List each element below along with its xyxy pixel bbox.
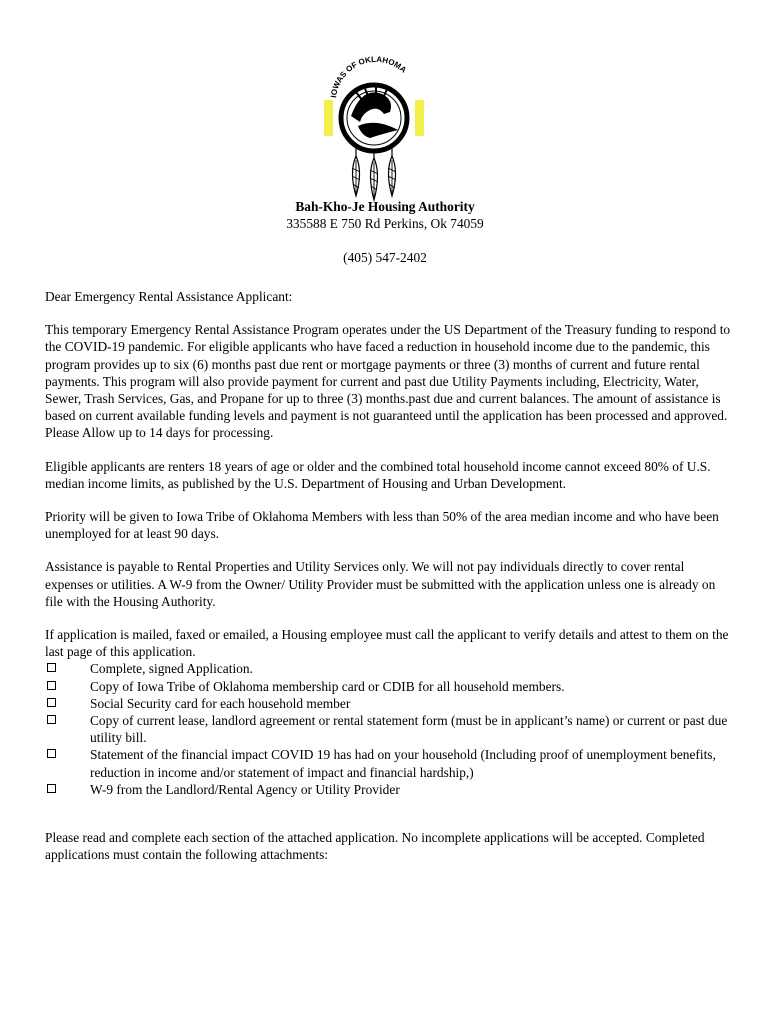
letter-body — [45, 288, 735, 879]
closing-paragraph: Please read and complete each section of the attached application. No incomplete applications will be accepted. Completed applications must contain the following attachments: — [45, 830, 705, 863]
letterhead — [0, 198, 770, 267]
organization-phone: (405) 547-2402 — [343, 250, 427, 266]
checklist-item-text: W-9 from the Landlord/Rental Agency or Utility Provider — [90, 781, 400, 797]
checkbox[interactable] — [47, 749, 56, 758]
salutation: Dear Emergency Rental Assistance Applicant: — [45, 289, 293, 304]
organization-name: Bah-Kho-Je Housing Authority — [295, 199, 475, 214]
required-documents-checklist — [45, 660, 735, 798]
checklist-item — [45, 695, 735, 712]
checkbox[interactable] — [47, 715, 56, 724]
checklist-item — [45, 746, 735, 780]
eligibility-paragraph: Eligible applicants are renters 18 years of age or older and the combined total household income cannot exceed 80% of U.S. median income limits, as published by the U.S. Department of Housing and Urban Development. — [45, 458, 711, 491]
organization-address: 335588 E 750 Rd Perkins, Ok 74059 — [286, 216, 484, 232]
checkbox[interactable] — [47, 681, 56, 690]
yellow-accent-right — [415, 100, 424, 136]
checkbox[interactable] — [47, 784, 56, 793]
checklist-item-text: Copy of current lease, landlord agreement or rental statement form (must be in applicant’s name) or current or past due utility bill. — [90, 713, 728, 746]
tribal-seal-logo — [318, 56, 430, 206]
seal-arc-text: IOWAS OF OKLAHOMA — [329, 56, 409, 99]
checklist-item-text: Complete, signed Application. — [90, 661, 253, 677]
payment-paragraph: Assistance is payable to Rental Properties and Utility Services only. We will not pay individuals directly to cover rental expenses or utilities. A W-9 from the Owner/ Utility Provider must be submitted with the application unless one is already on file with the Housing Authority. — [45, 559, 716, 609]
checklist-item — [45, 781, 735, 798]
feather-center — [370, 158, 378, 200]
checklist-item — [45, 678, 735, 695]
checkbox[interactable] — [47, 698, 56, 707]
priority-paragraph: Priority will be given to Iowa Tribe of Oklahoma Members with less than 50% of the area median income and who have been unemployed for at least 90 days. — [45, 509, 719, 542]
program-description-paragraph: This temporary Emergency Rental Assistance Program operates under the US Department of the Treasury funding to respond to the COVID-19 pandemic. For eligible applicants who have faced a reduction in household income due to the pandemic, this program provides up to six (6) months past due rent or mortgage payments or three (3) months of current and future rental payments. This program will also provide payment for current and past due Utility Payments including, Electricity, Water, Sewer, Trash Services, Gas, and Propane for up to three (3) months.past due and current balances. The amount of assistance is based on current available funding levels and payment is not guaranteed until the application has been processed and approved. Please Allow up to 14 days for processing. — [45, 322, 731, 441]
checklist-item — [45, 712, 735, 746]
checklist-item-text: Statement of the financial impact COVID 19 has had on your household (Including proof of unemployment benefits, reduction in income and/or statement of impact and financial hardship,) — [90, 747, 716, 780]
checklist-item — [45, 660, 735, 677]
checklist-item-text: Copy of Iowa Tribe of Oklahoma membership card or CDIB for all household members. — [90, 678, 565, 694]
yellow-accent-left — [324, 100, 333, 136]
feather-right — [388, 156, 396, 196]
verification-paragraph: If application is mailed, faxed or emailed, a Housing employee must call the applicant to verify details and attest to them on the last page of this application. — [45, 627, 729, 660]
feather-left — [352, 156, 360, 196]
checkbox[interactable] — [47, 663, 56, 672]
checklist-item-text: Social Security card for each household member — [90, 695, 351, 711]
